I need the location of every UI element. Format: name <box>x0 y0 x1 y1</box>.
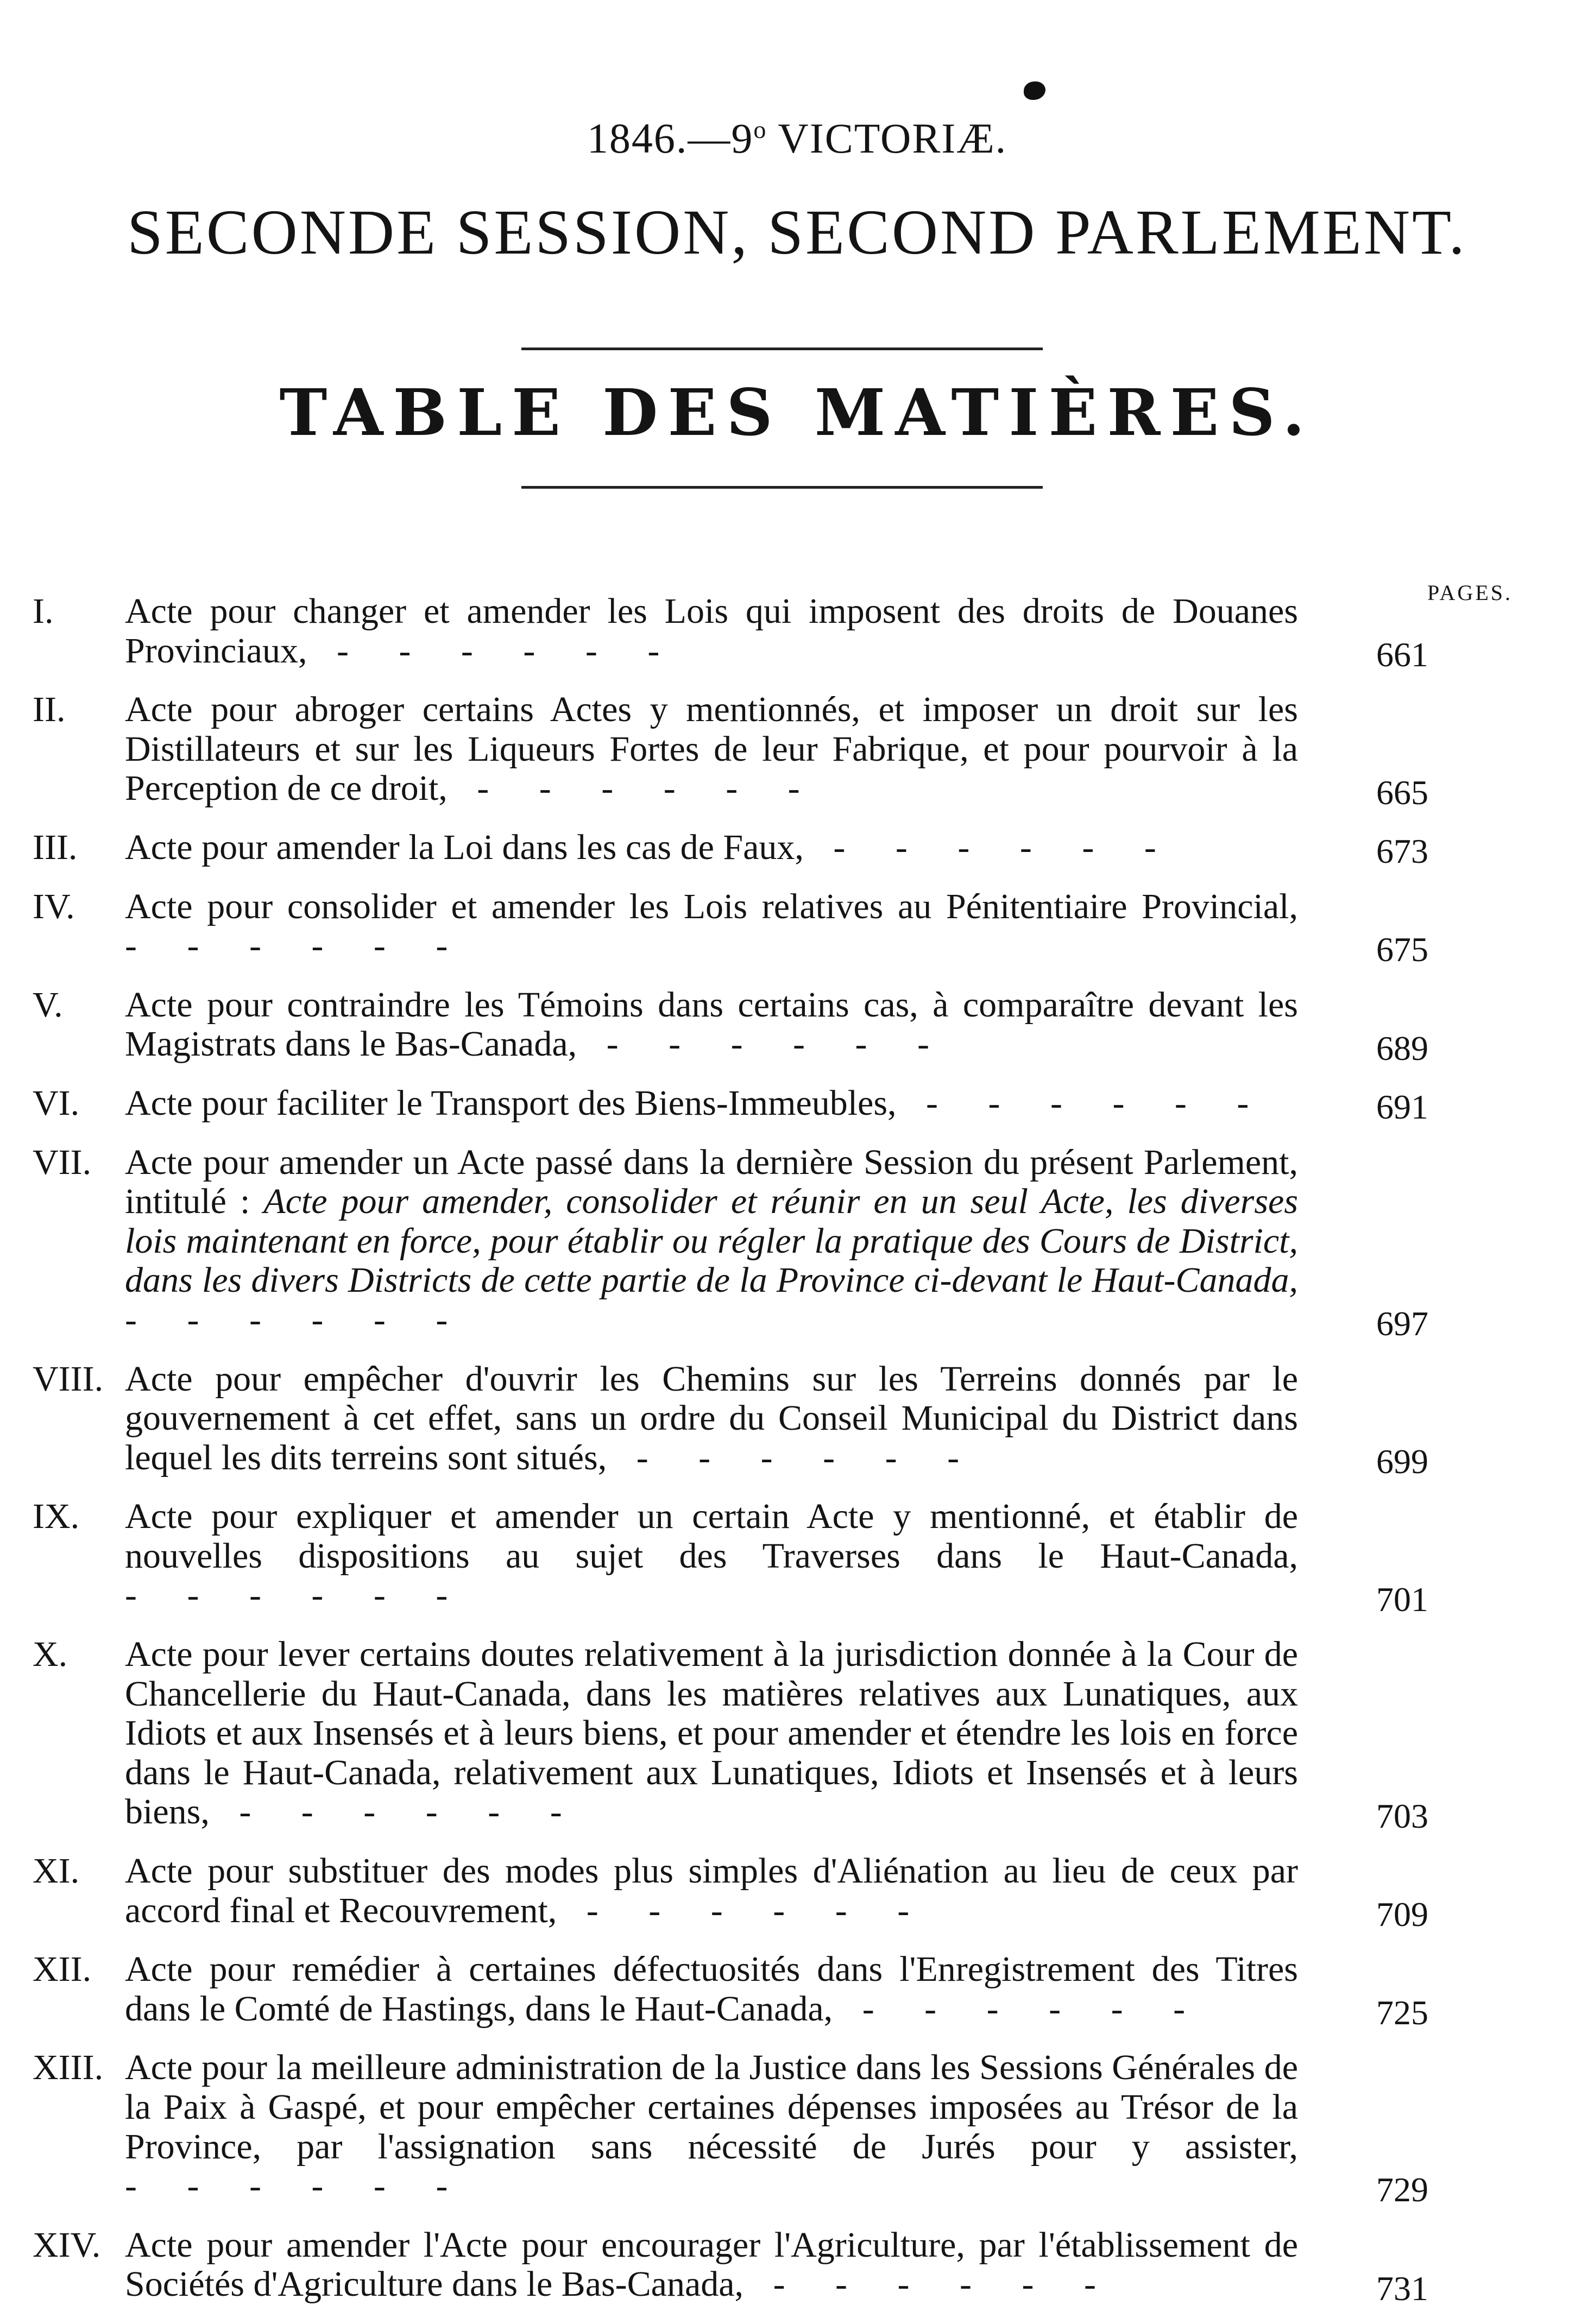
reign-text: VICTORIÆ. <box>767 115 1007 162</box>
entry-title <box>125 592 1450 671</box>
entry-page-number: 673 <box>1376 832 1428 871</box>
dot-leader: - - - - - - <box>307 630 681 671</box>
entry-page-number: 675 <box>1376 930 1428 969</box>
entry-page-number: 691 <box>1376 1088 1428 1127</box>
dot-leader: - - - - - - <box>896 1083 1270 1123</box>
entry-title-text: Acte pour lever certains doutes relativement à la jurisdiction donnée à la Cour de Chancellerie du Haut-Canada, dans les matières relatives aux Lunatiques, aux Idiots et aux Insensés et à leurs biens, et pour amender et étendre les lois en force dans le Haut-Canada, relativement aux Lunatiques, Idiots et Insensés et à leurs biens, <box>125 1634 1298 1832</box>
contents-entry <box>11 886 1450 969</box>
dot-leader: - - - - - - <box>744 2264 1117 2304</box>
entry-number: X. <box>33 1634 68 1675</box>
contents-entry <box>11 2225 1450 2308</box>
entry-title-text: Acte pour substituer des modes plus simples d'Aliénation au lieu de ceux par accord final et Recouvrement, <box>125 1851 1298 1930</box>
entry-title <box>125 827 1450 871</box>
year-heading <box>0 114 1594 163</box>
entry-title <box>125 2048 1450 2206</box>
dot-leader: - - - - - - <box>803 827 1177 867</box>
contents-entry <box>11 591 1450 674</box>
dot-leader: - - - - - - <box>125 1299 469 1340</box>
entry-title-text: Acte pour empêcher d'ouvrir les Chemins sur les Terreins donnés par le gouvernement à cet effet, sans un ordre du Conseil Municipal du District dans lequel les dits terreins sont situés, <box>125 1359 1298 1477</box>
entry-page-number: 703 <box>1376 1796 1428 1835</box>
entry-number: XIV. <box>33 2225 101 2265</box>
entry-number: II. <box>33 690 66 730</box>
contents-entry <box>11 1142 1450 1343</box>
entry-number: XII. <box>33 1949 92 1990</box>
contents-entry <box>11 1634 1450 1835</box>
entry-page-number: 699 <box>1376 1442 1428 1481</box>
ink-blot <box>1024 81 1045 100</box>
entry-title <box>125 1143 1450 1340</box>
entry-title-text: Acte pour amender la Loi dans les cas de Faux, <box>125 827 804 867</box>
contents-entry <box>11 1496 1450 1619</box>
entry-title-text: Acte pour changer et amender les Lois qui imposent des droits de Douanes Provinciaux, <box>125 591 1298 671</box>
entry-number: III. <box>33 827 78 867</box>
entry-title-text: Acte pour expliquer et amender un certain Acte y mentionné, et établir de nouvelles dispositions au sujet des Traverses dans le Haut-Canada, <box>125 1496 1298 1576</box>
entry-title <box>125 2226 1450 2304</box>
dot-leader: - - - - - - <box>557 1890 930 1930</box>
contents-entry <box>11 1359 1450 1481</box>
entry-title-text: Acte pour la meilleure administration de la Justice dans les Sessions Générales de la Paix à Gaspé, et pour empêcher certaines dépenses imposées au Trésor de la Province, par l'assignation sans nécessité de Jurés pour y assister, <box>125 2048 1298 2167</box>
entry-number: XIII. <box>33 2048 104 2088</box>
entry-number: VII. <box>33 1142 92 1182</box>
session-heading: SECONDE SESSION, SECOND PARLEMENT. <box>127 197 1467 268</box>
dot-leader: - - - - - - <box>833 1988 1206 2029</box>
dot-leader: - - - - - - <box>125 1575 469 1615</box>
entry-title <box>125 1084 1450 1123</box>
entry-page-number: 725 <box>1376 1993 1428 2032</box>
year-text: 1846.—9 <box>587 115 754 162</box>
entry-title-text: Acte pour remédier à certaines défectuosités dans l'Enregistrement des Titres dans le Comté de Hastings, dans le Haut-Canada, <box>125 1949 1298 2029</box>
entry-page-number: 697 <box>1376 1304 1428 1343</box>
contents-entry <box>11 1949 1450 2032</box>
entry-title <box>125 690 1450 809</box>
entry-page-number: 729 <box>1376 2170 1428 2209</box>
contents-entry <box>11 1083 1450 1127</box>
contents-entry <box>11 827 1450 871</box>
entry-title <box>125 986 1450 1064</box>
entry-number: IX. <box>33 1496 80 1537</box>
dot-leader: - - - - - - <box>607 1437 980 1477</box>
entry-title <box>125 1852 1450 1930</box>
entry-number: V. <box>33 984 63 1025</box>
entry-title <box>125 1635 1450 1832</box>
entry-page-number: 709 <box>1376 1894 1428 1934</box>
entry-cited-title: Acte pour amender, consolider et réunir en un seul Acte, les diverses lois maintenant en force, pour établir ou régler la pratique des Cours de District, dans les divers Districts de cette partie de la Province ci-devant le Haut-Canada, <box>125 1182 1299 1300</box>
entry-title-text: Acte pour abroger certains Actes y mentionnés, et imposer un droit sur les Distillateurs et sur les Liqueurs Fortes de leur Fabrique, et pour pourvoir à la Perception de ce droit, <box>125 690 1298 809</box>
year-superscript: o <box>753 116 767 143</box>
entry-page-number: 665 <box>1376 773 1428 812</box>
table-title: TABLE DES MATIÈRES. <box>279 375 1315 450</box>
contents-list <box>11 592 1450 2324</box>
entry-number: VIII. <box>33 1359 104 1399</box>
dot-leader: - - - - - - <box>209 1792 583 1832</box>
entry-title-text: Acte pour consolider et amender les Lois relatives au Pénitentiaire Provincial, <box>125 886 1298 926</box>
entry-number: IV. <box>33 886 75 926</box>
entry-title <box>125 887 1450 966</box>
divider-bottom <box>521 486 1043 489</box>
entry-number: XI. <box>33 1851 80 1891</box>
entry-page-number: 701 <box>1376 1580 1428 1619</box>
entry-title <box>125 1950 1450 2029</box>
dot-leader: - - - - - - <box>447 768 821 809</box>
entry-page-number: 689 <box>1376 1028 1428 1068</box>
entry-page-number: 731 <box>1376 2269 1428 2308</box>
contents-entry <box>11 1851 1450 1934</box>
dot-leader: - - - - - - <box>125 926 469 966</box>
dot-leader: - - - - - - <box>125 2166 469 2206</box>
entry-number: VI. <box>33 1083 80 1123</box>
entry-title-text: Acte pour amender un Acte passé dans la dernière Session du présent Parlement, intitulé : <box>125 1142 1298 1222</box>
contents-entry <box>11 690 1450 812</box>
contents-entry <box>11 984 1450 1068</box>
entry-title <box>125 1360 1450 1478</box>
pages-column-label: PAGES. <box>1427 580 1513 605</box>
entry-page-number: 661 <box>1376 635 1428 674</box>
entry-title-text: Acte pour amender l'Acte pour encourager l'Agriculture, par l'établissement de Sociétés d'Agriculture dans le Bas-Canada, <box>125 2225 1298 2304</box>
divider-top <box>521 348 1043 350</box>
entry-title <box>125 1497 1450 1615</box>
contents-entry <box>11 2048 1450 2209</box>
entry-number: I. <box>33 591 54 631</box>
entry-title-text: Acte pour faciliter le Transport des Biens-Immeubles, <box>125 1083 897 1123</box>
dot-leader: - - - - - - <box>577 1024 950 1064</box>
entry-title-text: Acte pour contraindre les Témoins dans certains cas, à comparaître devant les Magistrats dans le Bas-Canada, <box>125 984 1298 1064</box>
